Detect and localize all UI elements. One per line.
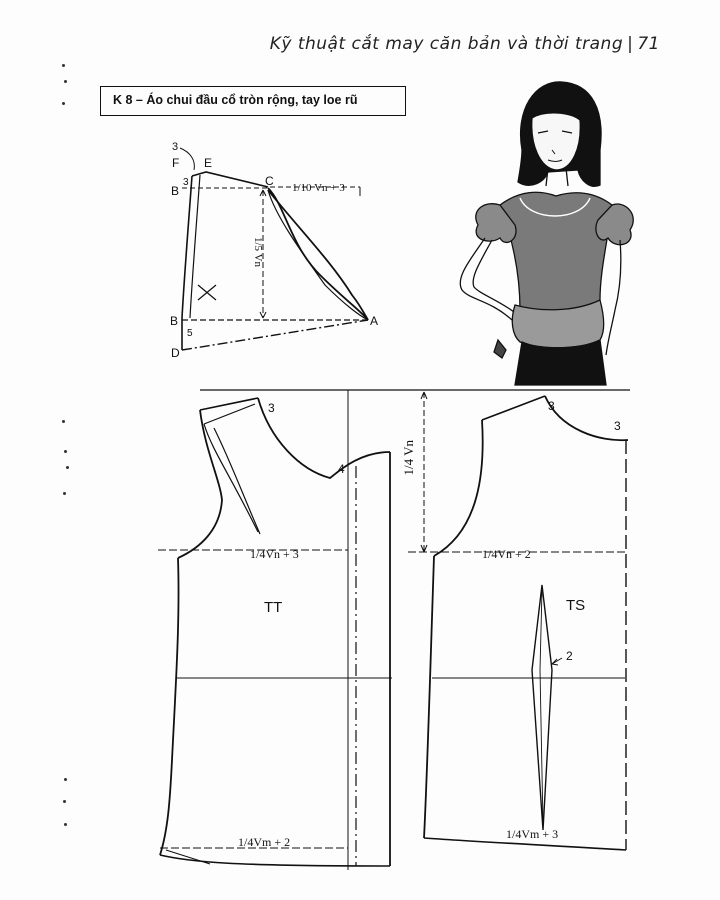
point-c: C <box>265 174 274 188</box>
point-a: A <box>370 314 379 328</box>
sleeve-top-3: 3 <box>172 141 179 153</box>
point-b1: B <box>171 184 180 198</box>
back-piece-label: TS <box>566 597 586 614</box>
header-separator: | <box>627 34 634 54</box>
page-number: 71 <box>637 34 660 54</box>
back-hem-measure: 1/4Vm + 3 <box>506 827 559 841</box>
fashion-model-illustration <box>460 82 633 385</box>
back-labels <box>401 399 621 841</box>
point-f: F <box>172 156 180 170</box>
sleeve-side-3: 3 <box>183 177 189 188</box>
front-piece-label: TT <box>264 599 283 616</box>
front-armhole-measure: 1/4Vn + 3 <box>250 547 299 561</box>
depth-measure: 1/5 Vn <box>252 237 264 268</box>
front-neck-3: 3 <box>268 401 275 415</box>
point-e: E <box>204 156 213 170</box>
sleeve-diagram <box>180 148 368 350</box>
back-height-measure: 1/4 Vn <box>401 440 416 476</box>
layout-lines <box>158 390 630 870</box>
dart-measure: 2 <box>566 649 573 663</box>
sleeve-bottom-5: 5 <box>187 328 193 339</box>
cap-measure: 1/10 Vn + 3 <box>292 182 345 194</box>
point-d: D <box>171 346 180 360</box>
front-piece <box>160 398 390 866</box>
front-labels <box>238 401 345 849</box>
back-armhole-measure: 1/4Vn + 2 <box>482 547 531 561</box>
back-neck-3b: 3 <box>614 419 621 433</box>
front-hem-measure: 1/4Vm + 2 <box>238 835 291 849</box>
section-title: K 8 – Áo chui đầu cổ tròn rộng, tay loe rũ <box>100 86 406 116</box>
back-piece <box>421 392 628 850</box>
back-neck-3: 3 <box>548 399 555 413</box>
front-neck-4: 4 <box>338 462 345 476</box>
book-title: Kỹ thuật cắt may căn bản và thời trang <box>269 34 624 54</box>
point-b: B <box>170 314 179 328</box>
